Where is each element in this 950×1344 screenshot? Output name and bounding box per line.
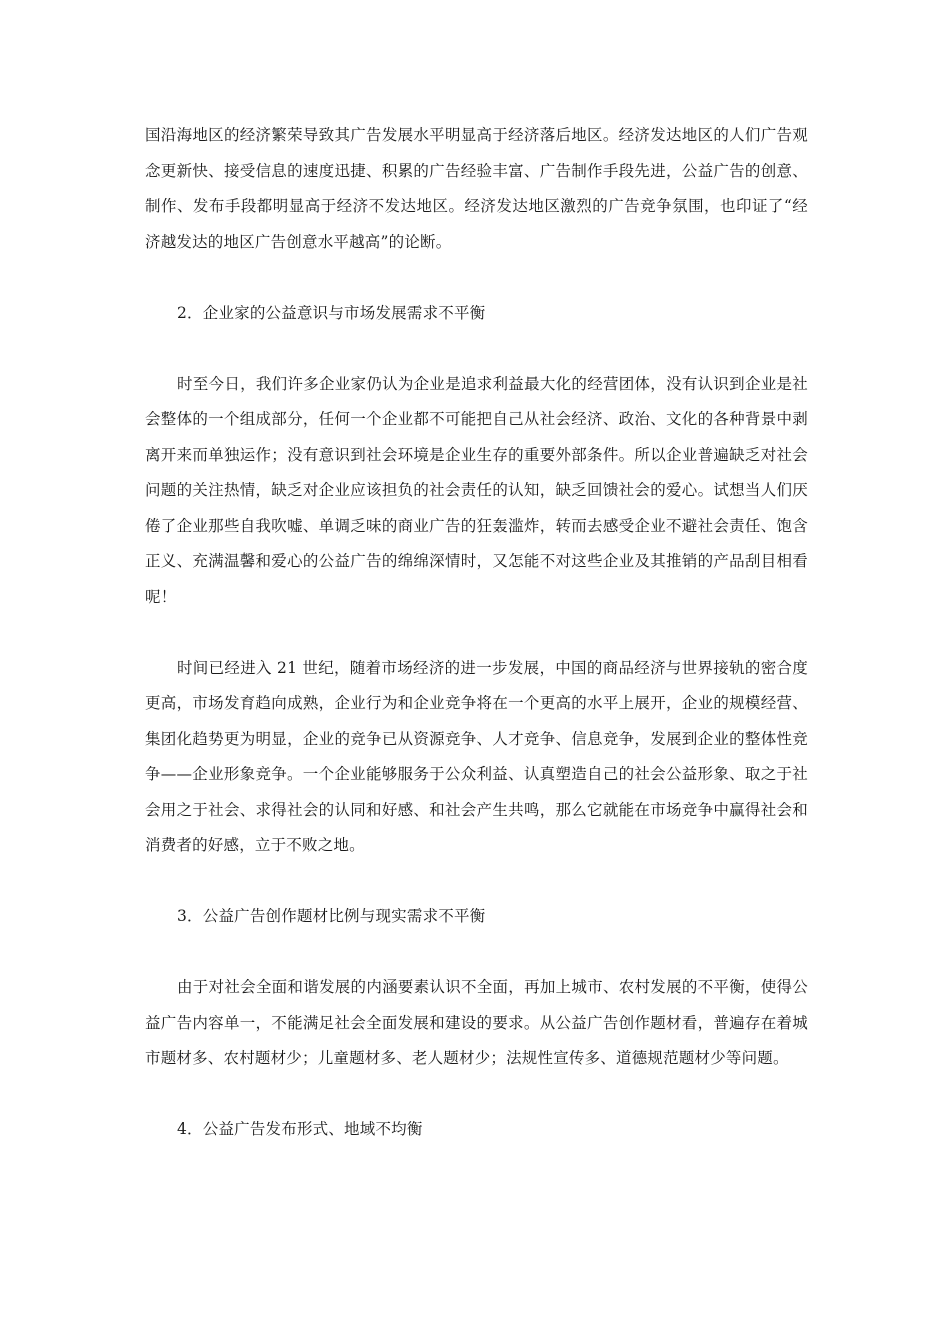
paragraph-spacer: [145, 935, 808, 971]
paragraph-spacer: [145, 615, 808, 651]
section-heading-3: 3．公益广告创作题材比例与现实需求不平衡: [177, 907, 486, 925]
paragraph-spacer: [145, 260, 808, 296]
paragraph-entrepreneur-awareness: 时至今日，我们许多企业家仍认为企业是追求利益最大化的经营团体，没有认识到企业是社会整体的一个组成部分，任何一个企业都不可能把自己从社会经济、政治、文化的各种背景中剥离开来而单独运作；没有意识到社会环境是企业生存的重要外部条件。所以企业普遍缺乏对社会问题的关注热情，缺乏对企业应该担负的社会责任的认知，缺乏回馈社会的爱心。试想当人们厌倦了企业那些自我吹嘘、单调乏味的商业广告的狂轰滥炸，转而去感受企业不避社会责任、饱含正义、充满温馨和爱心的公益广告的绵绵深情时，又怎能不对这些企业及其推销的产品刮目相看呢！: [145, 374, 808, 606]
document-body: [145, 118, 808, 1148]
paragraph-21st-century: 时间已经进入 21 世纪，随着市场经济的进一步发展，中国的商品经济与世界接轨的密合度更高，市场发育趋向成熟，企业行为和企业竞争将在一个更高的水平上展开，企业的规模经营、集团化趋势更为明显，企业的竞争已从资源竞争、人才竞争、信息竞争，发展到企业的整体性竞争——企业形象竞争。一个企业能够服务于公众利益、认真塑造自己的社会公益形象、取之于社会用之于社会、求得社会的认同和好感、和社会产生共鸣，那么它就能在市场竞争中赢得社会和消费者的好感，立于不败之地。: [145, 658, 808, 854]
paragraph-topic-imbalance: 由于对社会全面和谐发展的内涵要素认识不全面，再加上城市、农村发展的不平衡，使得公益广告内容单一，不能满足社会全面发展和建设的要求。从公益广告创作题材看，普遍存在着城市题材多、农村题材少；儿童题材多、老人题材少；法规性宣传多、道德规范题材少等问题。: [145, 978, 808, 1067]
paragraph-spacer: [145, 1077, 808, 1113]
paragraph-spacer: [145, 331, 808, 367]
paragraph-coastal-economy: 国沿海地区的经济繁荣导致其广告发展水平明显高于经济落后地区。经济发达地区的人们广告观念更新快、接受信息的速度迅捷、积累的广告经验丰富、广告制作手段先进，公益广告的创意、制作、发布手段都明显高于经济不发达地区。经济发达地区激烈的广告竞争氛围，也印证了“经济越发达的地区广告创意水平越高”的论断。: [145, 126, 808, 251]
section-heading-2: 2．企业家的公益意识与市场发展需求不平衡: [177, 303, 486, 322]
section-heading-4: 4．公益广告发布形式、地域不均衡: [177, 1120, 423, 1138]
paragraph-spacer: [145, 864, 808, 900]
